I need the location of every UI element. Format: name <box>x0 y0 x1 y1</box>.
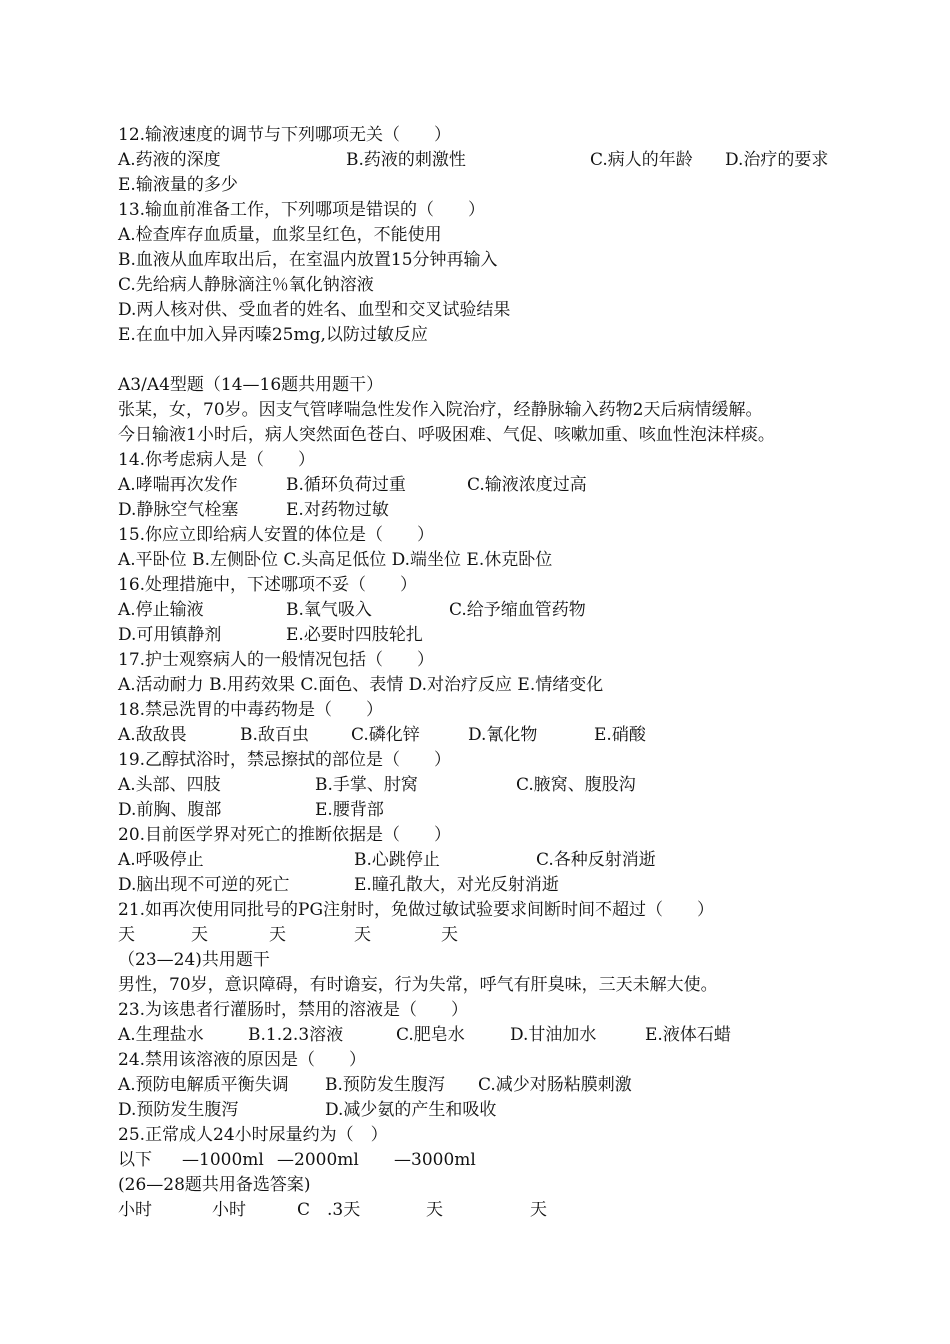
case-text-line-2: 今日输液1小时后，病人突然面色苍白、呼吸困难、气促、咳嗽加重、咳血性泡沫样痰。 <box>118 425 775 445</box>
q12-option-c: C.病人的年龄 <box>590 150 693 170</box>
q19-option-d: D.前胸、腹部 <box>118 800 222 820</box>
q18-option-b: B.敌百虫 <box>240 725 309 745</box>
q26-option-3: C .3天 <box>297 1200 361 1220</box>
q26-option-4: 天 <box>426 1200 443 1220</box>
q19-option-a: A.头部、四肢 <box>118 775 221 795</box>
question-18-stem: 18.禁忌洗胃的中毒药物是（ ） <box>118 700 384 720</box>
q25-option-2: —1000ml <box>182 1150 264 1170</box>
q23-option-e: E.液体石蜡 <box>645 1025 731 1045</box>
section-23-24-heading: （23—24)共用题干 <box>118 950 270 970</box>
q21-option-4: 天 <box>354 925 371 945</box>
q13-option-e: E.在血中加入异丙嗪25mg,以防过敏反应 <box>118 325 428 345</box>
q23-option-b: B.1.2.3溶液 <box>248 1025 344 1045</box>
q20-option-e: E.瞳孔散大，对光反射消逝 <box>354 875 559 895</box>
q15-options: A.平卧位 B.左侧卧位 C.头高足低位 D.端坐位 E.休克卧位 <box>118 550 553 570</box>
q16-option-c: C.给予缩血管药物 <box>449 600 586 620</box>
question-13-stem: 13.输血前准备工作，下列哪项是错误的（ ） <box>118 200 486 220</box>
section-a3a4-heading: A3/A4型题（14—16题共用题干） <box>118 375 384 395</box>
q18-option-e: E.硝酸 <box>594 725 646 745</box>
q13-option-a: A.检查库存血质量，血浆呈红色，不能使用 <box>118 225 442 245</box>
question-16-stem: 16.处理措施中，下述哪项不妥（ ） <box>118 575 418 595</box>
q13-option-b: B.血液从血库取出后，在室温内放置15分钟再输入 <box>118 250 498 270</box>
q12-option-a: A.药液的深度 <box>118 150 221 170</box>
q23-option-a: A.生理盐水 <box>118 1025 204 1045</box>
section-26-28-heading: (26—28题共用备选答案) <box>118 1175 311 1195</box>
question-24-stem: 24.禁用该溶液的原因是（ ） <box>118 1050 367 1070</box>
q26-option-2: 小时 <box>212 1200 246 1220</box>
q24-option-a: A.预防电解质平衡失调 <box>118 1075 289 1095</box>
q24-option-d: D.预防发生腹泻 <box>118 1100 239 1120</box>
q14-option-b: B.循环负荷过重 <box>286 475 406 495</box>
q18-option-d: D.氰化物 <box>468 725 538 745</box>
q21-option-3: 天 <box>269 925 286 945</box>
q18-option-a: A.敌敌畏 <box>118 725 187 745</box>
question-14-stem: 14.你考虑病人是（ ） <box>118 450 316 470</box>
question-23-stem: 23.为该患者行灌肠时，禁用的溶液是（ ） <box>118 1000 469 1020</box>
q14-option-d: D.静脉空气栓塞 <box>118 500 239 520</box>
q20-option-c: C.各种反射消逝 <box>536 850 656 870</box>
q14-option-e: E.对药物过敏 <box>286 500 389 520</box>
q16-option-e: E.必要时四肢轮扎 <box>286 625 423 645</box>
q20-option-a: A.呼吸停止 <box>118 850 204 870</box>
q12-option-d: D.治疗的要求 <box>725 150 829 170</box>
q26-option-5: 天 <box>530 1200 547 1220</box>
q16-option-b: B.氧气吸入 <box>286 600 372 620</box>
q24-option-e: D.减少氨的产生和吸收 <box>325 1100 497 1120</box>
q13-option-d: D.两人核对供、受血者的姓名、血型和交叉试验结果 <box>118 300 511 320</box>
case-text-23-24: 男性，70岁，意识障碍，有时谵妄，行为失常，呼气有肝臭味，三天未解大使。 <box>118 975 718 995</box>
question-21-stem: 21.如再次使用同批号的PG注射时，免做过敏试验要求间断时间不超过（ ） <box>118 900 715 920</box>
q23-option-c: C.肥皂水 <box>396 1025 465 1045</box>
q14-option-c: C.输液浓度过高 <box>467 475 587 495</box>
q20-option-d: D.脑出现不可逆的死亡 <box>118 875 290 895</box>
q16-option-d: D.可用镇静剂 <box>118 625 222 645</box>
q23-option-d: D.甘油加水 <box>510 1025 597 1045</box>
q18-option-c: C.磷化锌 <box>351 725 420 745</box>
q13-option-c: C.先给病人静脉滴注％氧化钠溶液 <box>118 275 374 295</box>
q16-option-a: A.停止输液 <box>118 600 204 620</box>
question-25-stem: 25.正常成人24小时尿量约为（ ） <box>118 1125 388 1145</box>
q21-option-2: 天 <box>191 925 208 945</box>
q14-option-a: A.哮喘再次发作 <box>118 475 238 495</box>
q19-option-e: E.腰背部 <box>315 800 384 820</box>
q24-option-c: C.减少对肠粘膜刺激 <box>478 1075 632 1095</box>
question-19-stem: 19.乙醇拭浴时，禁忌擦拭的部位是（ ） <box>118 750 452 770</box>
q20-option-b: B.心跳停止 <box>354 850 440 870</box>
q26-option-1: 小时 <box>118 1200 152 1220</box>
q25-option-4: —3000ml <box>394 1150 476 1170</box>
q21-option-1: 天 <box>118 925 135 945</box>
q12-option-b: B.药液的刺激性 <box>346 150 466 170</box>
q24-option-b: B.预防发生腹泻 <box>325 1075 445 1095</box>
q19-option-b: B.手掌、肘窝 <box>315 775 418 795</box>
q17-options: A.活动耐力 B.用药效果 C.面色、表情 D.对治疗反应 E.情绪变化 <box>118 675 604 695</box>
q25-option-1: 以下 <box>118 1150 152 1170</box>
question-20-stem: 20.目前医学界对死亡的推断依据是（ ） <box>118 825 452 845</box>
case-text-line-1: 张某，女，70岁。因支气管哮喘急性发作入院治疗，经静脉输入药物2天后病情缓解。 <box>118 400 763 420</box>
q25-option-3: —2000ml <box>277 1150 359 1170</box>
question-15-stem: 15.你应立即给病人安置的体位是（ ） <box>118 525 435 545</box>
q12-option-e: E.输液量的多少 <box>118 175 238 195</box>
q19-option-c: C.腋窝、腹股沟 <box>516 775 636 795</box>
question-17-stem: 17.护士观察病人的一般情况包括（ ） <box>118 650 435 670</box>
q21-option-5: 天 <box>441 925 458 945</box>
question-12-stem: 12.输液速度的调节与下列哪项无关（ ） <box>118 125 452 145</box>
